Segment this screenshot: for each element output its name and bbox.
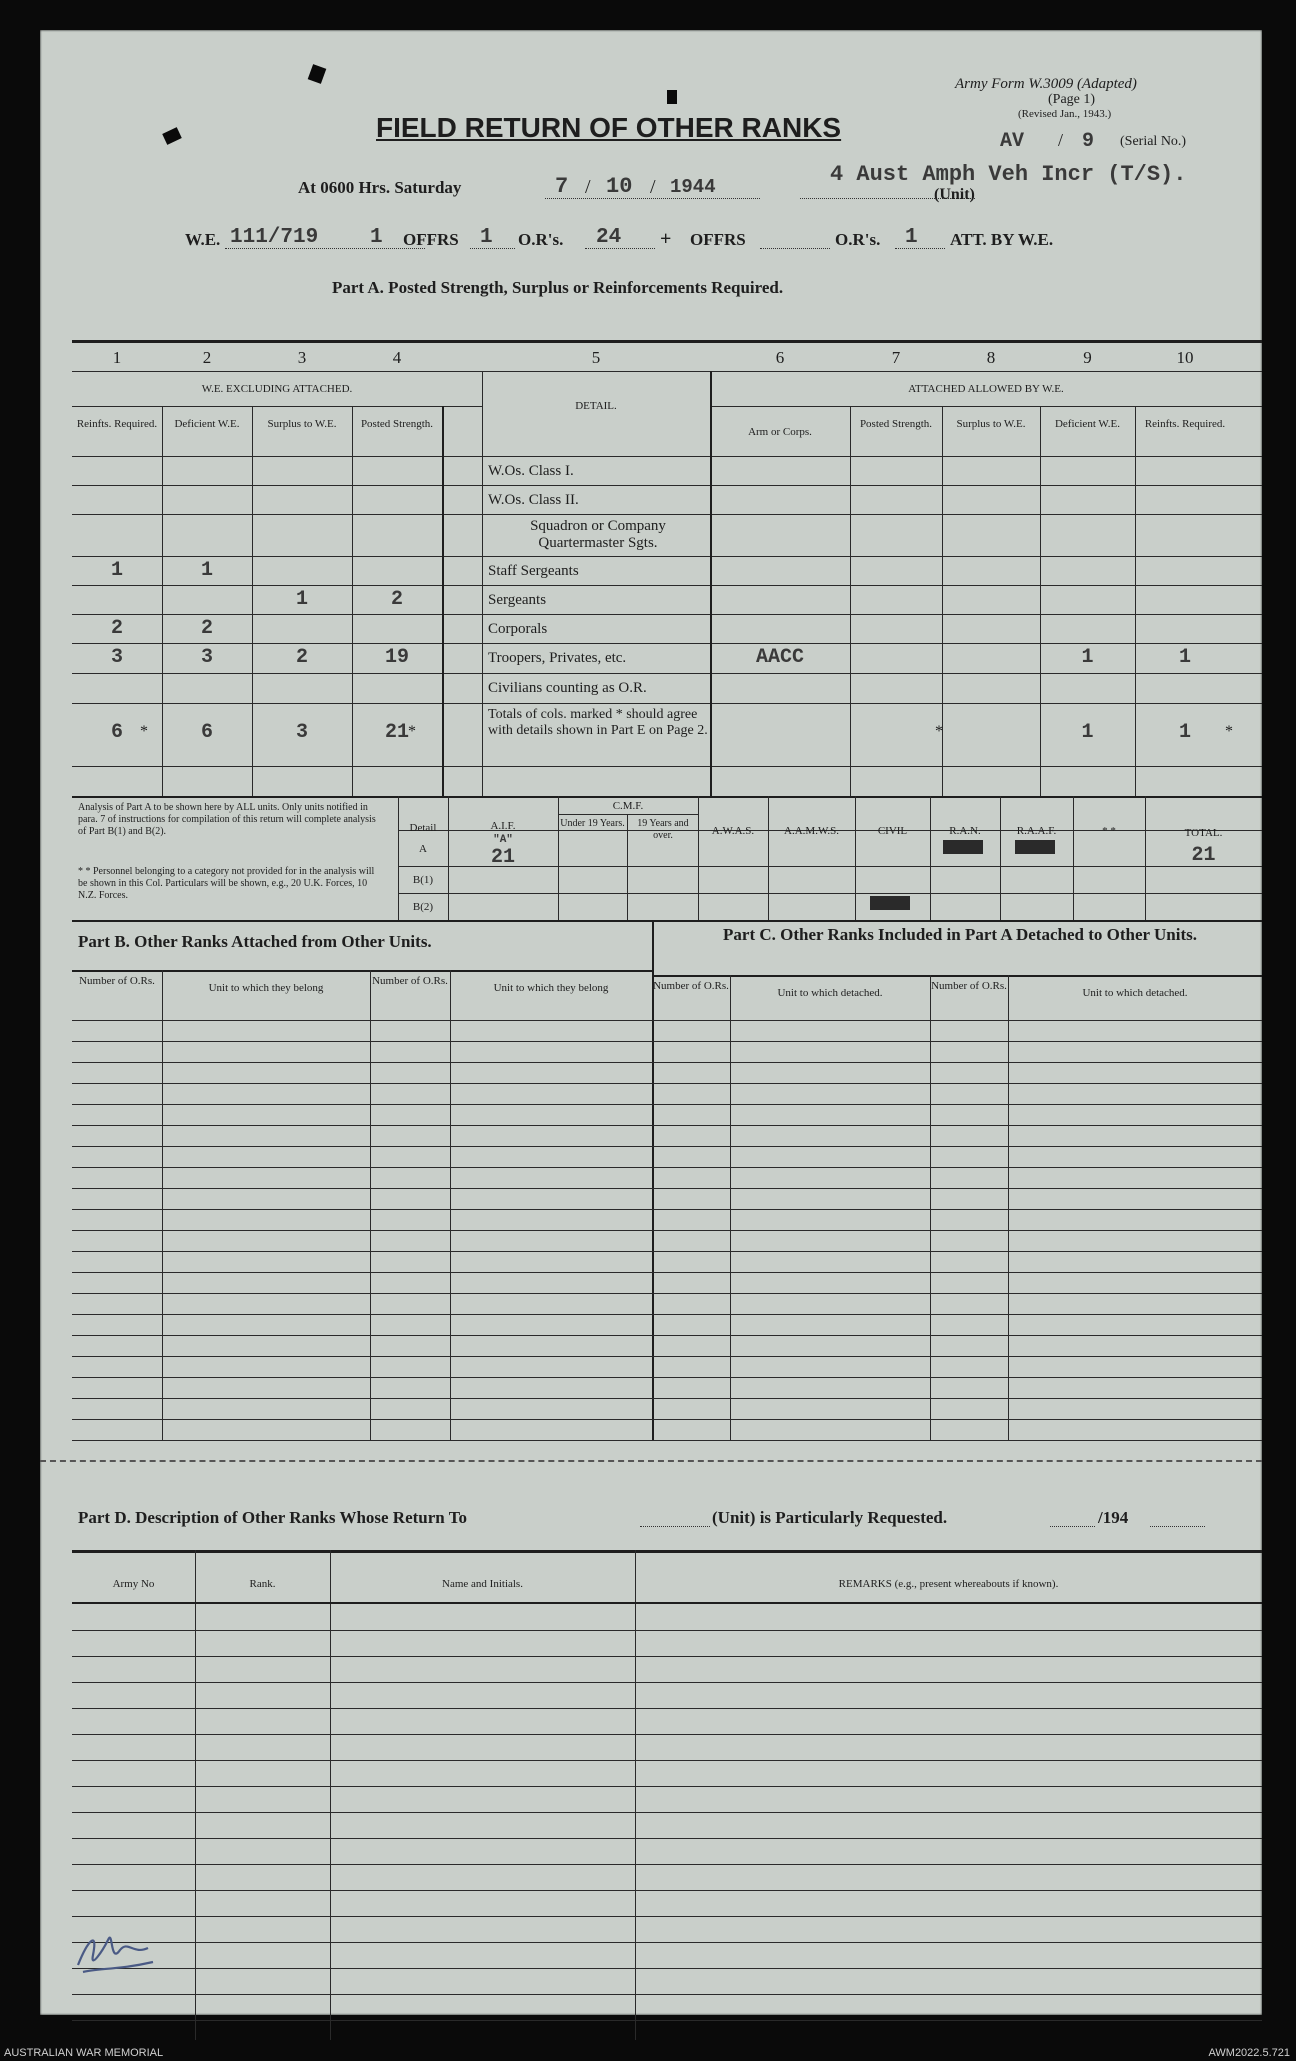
plus-sign: + <box>660 228 672 250</box>
aamws-header: A.A.M.W.S. <box>784 825 839 837</box>
row-divider <box>72 673 1262 674</box>
punch-hole <box>308 64 327 84</box>
or2-value: 1 <box>905 226 918 249</box>
we-value: 111/719 <box>230 226 319 249</box>
redacted-mark <box>870 896 910 910</box>
attached-allowed-header: ATTACHED ALLOWED BY W.E. <box>908 383 1064 395</box>
raaf-header: R.A.A.F. <box>1016 825 1057 837</box>
value-cell: 19 <box>384 646 409 669</box>
offrs-label: OFFRS <box>403 230 459 249</box>
row-divider <box>72 585 1262 586</box>
signature-mark <box>58 1910 168 1990</box>
part-b-unit-header-2: Unit to which they belong <box>493 982 609 994</box>
redacted-mark <box>1015 840 1055 854</box>
col-number: 1 <box>112 348 122 367</box>
bc-row-line <box>72 1377 1262 1378</box>
value-cell: 1 <box>295 588 308 611</box>
bc-row-line <box>72 1041 1262 1042</box>
bc-row-line <box>72 1020 1262 1021</box>
unit-value: 4 Aust Amph Veh Incr (T/S). <box>830 162 1187 187</box>
army-no-header: Army No <box>112 1578 155 1590</box>
bc-row-line <box>72 1251 1262 1252</box>
time-label: At 0600 Hrs. Saturday <box>298 178 462 197</box>
reinfts-required-header: Reinfts. Required. <box>76 418 158 430</box>
att-surplus-header: Surplus to W.E. <box>956 418 1026 430</box>
part-c-number-header-2: Number of O.Rs. <box>931 980 1007 992</box>
analysis-note-2: * * Personnel belonging to a category not provided for in the analysis will be shown in this Col. Particulars will be shown, e.g., 20 U.K. Forces, 10 N.Z. Forces. <box>78 866 375 901</box>
value-cell: 3 <box>200 646 213 669</box>
date-day: 7 <box>555 174 569 199</box>
col-number: 9 <box>1083 348 1092 367</box>
att-posted-strength-header: Posted Strength. <box>859 418 933 430</box>
punch-hole <box>162 127 182 145</box>
star-mark: * <box>408 723 416 740</box>
cmf-header: C.M.F. <box>612 800 644 812</box>
d-row-line <box>72 1682 1262 1683</box>
value-cell: 1 <box>200 559 213 582</box>
col-number: 5 <box>591 348 601 367</box>
row-divider <box>72 614 1262 615</box>
d-row-line <box>72 1630 1262 1631</box>
detail-cell: W.Os. Class II. <box>488 492 579 508</box>
d-row-line <box>72 1656 1262 1657</box>
totals-cell: 1 <box>1178 721 1191 744</box>
redacted-mark <box>943 840 983 854</box>
footer-left: AUSTRALIAN WAR MEMORIAL <box>4 2047 164 2059</box>
star-mark: * <box>140 723 148 740</box>
army-form-label: Army Form W.3009 (Adapted) <box>955 76 1137 92</box>
detail-cell: Staff Sergeants <box>488 563 579 579</box>
bc-row-line <box>72 1272 1262 1273</box>
a-aif-value: 21 <box>490 846 515 869</box>
bc-row-line <box>72 1083 1262 1084</box>
or-value: 1 <box>480 226 493 249</box>
offrs-value: 1 <box>370 226 383 249</box>
form-title: FIELD RETURN OF OTHER RANKS <box>376 112 842 143</box>
revised-label: (Revised Jan., 1943.) <box>1018 108 1112 120</box>
bc-row-line <box>72 1062 1262 1063</box>
rank-header: Rank. <box>249 1578 276 1590</box>
part-c-unit-header: Unit to which detached. <box>777 987 883 999</box>
totals-cell: 21 <box>384 721 409 744</box>
d-row-line <box>72 1968 1262 1969</box>
deficient-we-header: Deficient W.E. <box>174 418 240 430</box>
totals-cell: 3 <box>295 721 308 744</box>
date-year: 1944 <box>670 176 716 198</box>
att-deficient-header: Deficient W.E. <box>1054 418 1121 430</box>
bc-row-line <box>72 1440 1262 1441</box>
d-row-line <box>72 1812 1262 1813</box>
analysis-note: Analysis of Part A to be shown here by ALL units. Only units notified in para. 7 of instructions for compilation of this return will complete analysis of Part B(1) and B(2). <box>78 802 376 837</box>
d-row-line <box>72 1942 1262 1943</box>
value-cell: 2 <box>200 617 213 640</box>
bc-row-line <box>72 1167 1262 1168</box>
d-row-line <box>72 1916 1262 1917</box>
col-number: 4 <box>392 348 402 367</box>
d-row-line <box>72 1786 1262 1787</box>
value-cell: 1 <box>1081 646 1094 669</box>
analysis-row-b2: B(2) <box>412 901 434 913</box>
d-row-line <box>72 1734 1262 1735</box>
analysis-row-a: A <box>419 843 427 855</box>
value-cell: 2 <box>110 617 123 640</box>
remarks-header: REMARKS (e.g., present whereabouts if known). <box>838 1578 1059 1590</box>
col-number: 8 <box>986 348 996 367</box>
name-initials-header: Name and Initials. <box>442 1578 523 1590</box>
att-label: ATT. BY W.E. <box>950 230 1054 249</box>
bc-row-line <box>72 1293 1262 1294</box>
or2-label: O.R's. <box>835 230 881 249</box>
detail-header: DETAIL. <box>575 400 617 412</box>
part-b-title: Part B. Other Ranks Attached from Other Units. <box>78 932 432 951</box>
ran-header: R.A.N. <box>949 825 981 837</box>
value-cell: AACC <box>755 646 804 669</box>
bc-row-line <box>72 1230 1262 1231</box>
serial-label: (Serial No.) <box>1120 134 1187 149</box>
part-b-number-header-2: Number of O.Rs. <box>372 975 448 987</box>
bc-row-line <box>72 1188 1262 1189</box>
d-row-line <box>72 1890 1262 1891</box>
part-c-unit-header-2: Unit to which detached. <box>1082 987 1188 999</box>
detail-cell: Squadron or Company Quartermaster Sgts. <box>530 518 666 551</box>
col-number: 10 <box>1176 348 1194 367</box>
or-label: O.R's. <box>518 230 564 249</box>
detail-cell: W.Os. Class I. <box>488 463 574 479</box>
under19-header: Under 19 Years. <box>560 818 625 829</box>
col-number: 6 <box>775 348 785 367</box>
footer-right: AWM2022.5.721 <box>1208 2047 1290 2059</box>
part-d-date: /194 <box>1098 1508 1129 1527</box>
d-row-line <box>72 2020 1262 2021</box>
bc-row-line <box>72 1314 1262 1315</box>
serial-prefix: AV <box>1000 130 1025 153</box>
col-number: 7 <box>891 348 901 367</box>
row-divider <box>72 643 1262 644</box>
a-total-value: 21 <box>1191 844 1216 867</box>
att-reinfts-header: Reinfts. Required. <box>1144 418 1226 430</box>
col-number: 3 <box>297 348 307 367</box>
detail-cell: Civilians counting as O.R. <box>488 680 647 696</box>
arm-corps-header: Arm or Corps. <box>748 426 812 438</box>
aif-header: A.I.F. <box>490 820 516 832</box>
bc-row-line <box>72 1125 1262 1126</box>
bc-row-line <box>72 1419 1262 1420</box>
part-b-unit-header: Unit to which they belong <box>208 982 324 994</box>
aif-note: "A" <box>493 834 513 846</box>
awas-header: A.W.A.S. <box>711 825 755 837</box>
bc-row-line <box>72 1398 1262 1399</box>
bc-row-line <box>72 1146 1262 1147</box>
part-a-title: Part A. Posted Strength, Surplus or Reinforcements Required. <box>332 278 784 297</box>
surplus-we-header: Surplus to W.E. <box>267 418 337 430</box>
d-row-line <box>72 1994 1262 1995</box>
part-c-number-header: Number of O.Rs. <box>653 980 729 992</box>
part-d-unit: (Unit) is Particularly Requested. <box>712 1508 948 1527</box>
row-divider <box>72 766 1262 767</box>
over19-header: 19 Years and over. <box>637 818 689 841</box>
offrs2-label: OFFRS <box>690 230 746 249</box>
d-header-line <box>72 1602 1262 1604</box>
row-divider <box>72 514 1262 515</box>
value-cell: 1 <box>1178 646 1191 669</box>
d-row-line <box>72 1708 1262 1709</box>
totals-cell: 6 <box>200 721 213 744</box>
page-label: (Page 1) <box>1048 92 1096 107</box>
value-cell: 2 <box>295 646 308 669</box>
form-sheet: Army Form W.3009 (Adapted) (Page 1) (Revised Jan., 1943.) AV / 9 (Serial No.) FIELD RETURN OF OTHER RANKS At 0600 Hrs. Saturday 7 / 10 / 1944 4 Aust Amph Veh Incr (T/S). (Unit) W.E. 111/719 1 OFFRS 1 O.R's. 24 + OFFRS O.R's. 1 ATT. BY W.E. Part A. Posted Strength, Surplus or Reinforcements Required. 1 2 3 4 5 6 7 8 9 10 W.E. EXCLUDING ATTACHED. ATTACHED ALLOWED BY W.E. DETAIL. Reinfts. Required. Deficient W.E. Surplus to W.E. Posted Strength. Arm or Corps. Posted Strength. Surplus to W.E. Deficient W.E. Reinfts. Required. W.Os. Class I. W.Os. Class II. Squadron or Company Quartermaster Sgts. Staff Sergeants 1 1 Sergeants 1 2 Corporals 2 2 Troopers, Privates, etc. 3 3 2 19 AACC 1 1 Civilians counting as O.R. Totals of cols. marked * should agree with details shown in Part E on Page 2. 6 6 3 21 1 1 * * * * Analysis of Part A to be shown here by ALL units. Only units notified in para. 7 of instructions for compilation of this return will complete analysis of Part B(1) and B(2). * * Personnel belonging to a category not provided for in the analysis will be shown in this Col. Particulars will be shown, e.g., 20 U.K. Forces, 10 N.Z. Forces. Detail A.I.F. "A" C.M.F. Under 19 Years. 19 Years and over. A.W.A.S. A.A.M.W.S. CIVIL R.A.N. R.A.A.F. * * TOTAL. A B(1) B(2) 21 21 Part B. Other Ranks Attached from Other Units. Part C. Other Ranks Included in Part A Detached to Other Units. Number of O.Rs. Unit to which they belong Number of O.Rs. Unit to which they belong Number of O.Rs. Unit to which detached. Number of O.Rs. Unit to which detached. Part D. Description of Other Ranks Whose Return To (Unit) is Particularly Requested. /194 Army No Rank. Name and Initials. REMARKS (e.g., present whereabouts if known). <box>40 30 1262 2015</box>
part-d-title: Part D. Description of Other Ranks Whose Return To <box>78 1508 467 1527</box>
totals-detail: Totals of cols. marked * should agree with details shown in Part E on Page 2. <box>488 707 708 738</box>
star-mark: * <box>1225 723 1233 740</box>
detail-cell: Corporals <box>488 621 548 637</box>
row-divider <box>72 703 1262 704</box>
part-b-number-header: Number of O.Rs. <box>79 975 155 987</box>
d-row-line <box>72 1838 1262 1839</box>
col-number: 2 <box>202 348 212 367</box>
row-divider <box>72 556 1262 557</box>
part-c-title: Part C. Other Ranks Included in Part A Detached to Other Units. <box>723 925 1197 944</box>
d-row-line <box>72 1760 1262 1761</box>
analysis-detail-header: Detail <box>409 822 437 834</box>
detail-cell: Troopers, Privates, etc. <box>488 650 627 666</box>
bc-row-line <box>72 1104 1262 1105</box>
star-mark: * <box>935 723 943 740</box>
analysis-row-b1: B(1) <box>412 874 434 886</box>
other-header: * * <box>1102 825 1116 837</box>
totals-cell: 6 <box>110 721 123 744</box>
punch-hole <box>667 90 677 104</box>
we-label: W.E. <box>185 230 221 249</box>
or-total: 24 <box>596 226 622 249</box>
serial-number: 9 <box>1082 130 1095 153</box>
bc-row-line <box>72 1335 1262 1336</box>
row-divider <box>72 485 1262 486</box>
d-row-line <box>72 1864 1262 1865</box>
we-excluding-header: W.E. EXCLUDING ATTACHED. <box>201 383 353 395</box>
value-cell: 2 <box>390 588 403 611</box>
posted-strength-header: Posted Strength. <box>360 418 434 430</box>
civil-header: CIVIL <box>877 825 908 837</box>
total-header: TOTAL. <box>1184 827 1223 839</box>
totals-cell: 1 <box>1081 721 1094 744</box>
bc-row-line <box>72 1209 1262 1210</box>
value-cell: 3 <box>110 646 123 669</box>
date-month: 10 <box>606 174 633 199</box>
detail-cell: Sergeants <box>488 592 547 608</box>
value-cell: 1 <box>110 559 123 582</box>
unit-label: (Unit) <box>934 186 975 203</box>
bc-row-line <box>72 1356 1262 1357</box>
